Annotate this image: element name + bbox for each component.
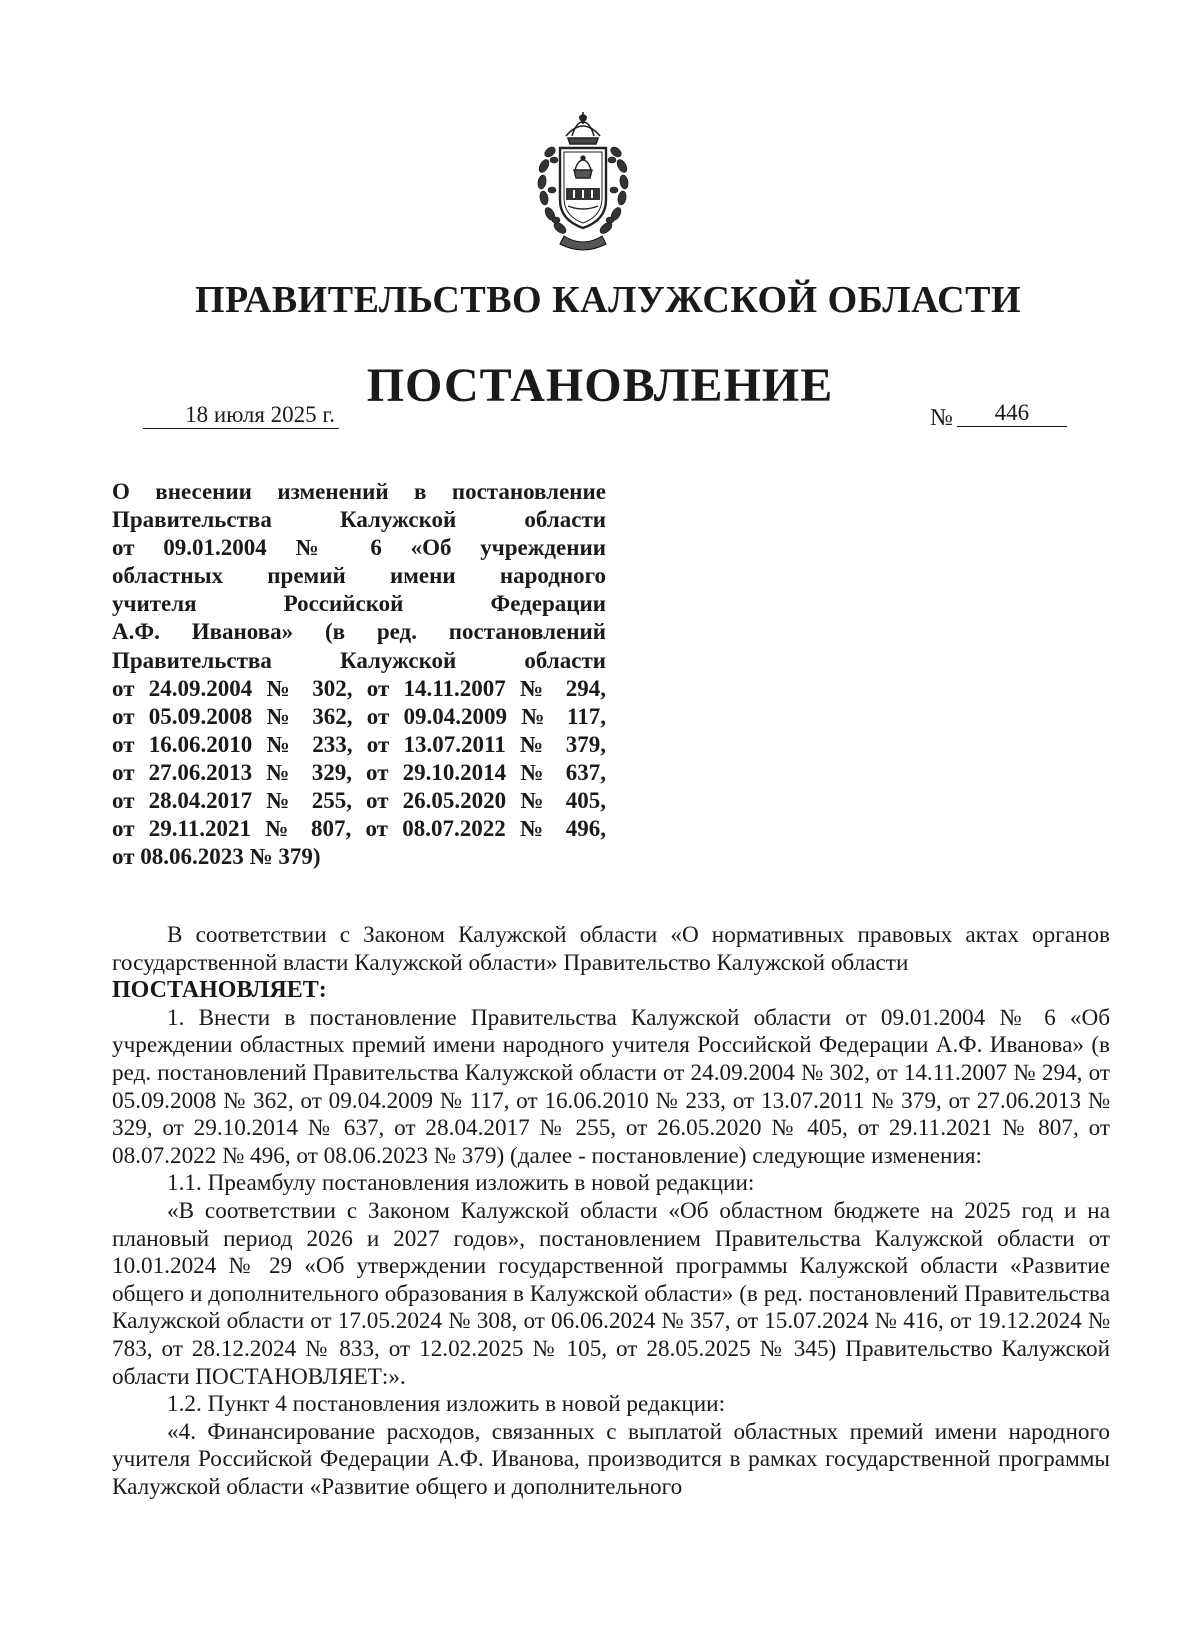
decree-word-paragraph bbox=[112, 977, 1110, 1005]
clause-1-1-text-paragraph: «В соответствии с Законом Калужской области «Об областном бюджете на 2025 год и на плановый период 2026 и 2027 годов», постановлением Правительства Калужской области от 10.01.2024 № 29 «Об утверждении государственной программы Калужской области «Развитие общего и дополнительного образования в Калужской области» (в ред. постановлений Правительства Калужской области от 17.05.2024 № 308, от 06.06.2024 № 357, от 15.07.2024 № 416, от 19.12.2024 № 783, от 28.12.2024 № 833, от 12.02.2025 № 105, от 28.05.2025 № 345) Правительство Калужской области ПОСТАНОВЛЯЕТ:». bbox=[112, 1197, 1110, 1390]
subject-line: от 16.06.2010 № 233, от 13.07.2011 № 379, bbox=[112, 731, 606, 757]
subject-line: от 29.11.2021 № 807, от 08.07.2022 № 496, bbox=[112, 816, 606, 842]
subject-line: от 08.06.2023 № 379) bbox=[112, 844, 321, 870]
document-subject bbox=[112, 478, 606, 871]
subject-line: областных премий имени народного bbox=[112, 563, 606, 589]
subject-line: от 24.09.2004 № 302, от 14.11.2007 № 294, bbox=[112, 675, 606, 701]
subject-line: от 09.01.2004 № 6 «Об учреждении bbox=[112, 535, 606, 561]
document-body bbox=[112, 922, 1110, 1501]
document-date: 18 июля 2025 г. bbox=[143, 402, 339, 429]
clause-1-2-paragraph: 1.2. Пункт 4 постановления изложить в новой редакции: bbox=[167, 1391, 726, 1418]
subject-line: от 28.04.2017 № 255, от 26.05.2020 № 405, bbox=[112, 788, 606, 814]
clause-1-paragraph: 1. Внести в постановление Правительства Калужской области от 09.01.2004 № 6 «Об учреждении областных премий имени народного учителя Российской Федерации А.Ф. Иванова» (в ред. постановлений Правительства Калужской области от 24.09.2004 № 302, от 14.11.2007 № 294, от 05.09.2008 № 362, от 09.04.2009 № 117, от 16.06.2010 № 233, от 13.07.2011 № 379, от 27.06.2013 № 329, от 29.10.2014 № 637, от 28.04.2017 № 255, от 26.05.2020 № 405, от 29.11.2021 № 807, от 08.07.2022 № 496, от 08.06.2023 № 379) (далее - постановление) следующие изменения: bbox=[112, 1004, 1110, 1169]
clause-1-2-text-paragraph: «4. Финансирование расходов, связанных с выплатой областных премий имени народного учителя Российской Федерации А.Ф. Иванова, производится в рамках государственной программы Калужской области «Развитие общего и дополнительного bbox=[112, 1418, 1110, 1500]
subject-line: учителя Российской Федерации bbox=[112, 591, 606, 617]
coat-of-arms-emblem bbox=[520, 108, 646, 258]
preamble-paragraph: В соответствии с Законом Калужской области «О нормативных правовых актах органов государственной власти Калужской области» Правительство Калужской области bbox=[112, 922, 1110, 976]
subject-line: А.Ф. Иванова» (в ред. постановлений bbox=[112, 619, 606, 645]
document-number: 446 bbox=[957, 400, 1067, 427]
clause-1-1-paragraph: 1.1. Преамбулу постановления изложить в новой редакции: bbox=[167, 1170, 755, 1197]
document-type-title: ПОСТАНОВЛЕНИЕ bbox=[366, 359, 834, 412]
subject-line: от 27.06.2013 № 329, от 29.10.2014 № 637, bbox=[112, 759, 606, 785]
government-title: ПРАВИТЕЛЬСТВО КАЛУЖСКОЙ ОБЛАСТИ bbox=[194, 279, 1022, 321]
number-sign: № bbox=[930, 405, 953, 431]
subject-line: О внесении изменений в постановление bbox=[112, 479, 606, 504]
decree-word: ПОСТАНОВЛЯЕТ: bbox=[112, 977, 327, 1004]
subject-line: Правительства Калужской области bbox=[112, 647, 606, 673]
document-number-field bbox=[930, 400, 1067, 431]
subject-line: Правительства Калужской области bbox=[112, 507, 606, 533]
subject-line: от 05.09.2008 № 362, от 09.04.2009 № 117, bbox=[112, 703, 606, 729]
